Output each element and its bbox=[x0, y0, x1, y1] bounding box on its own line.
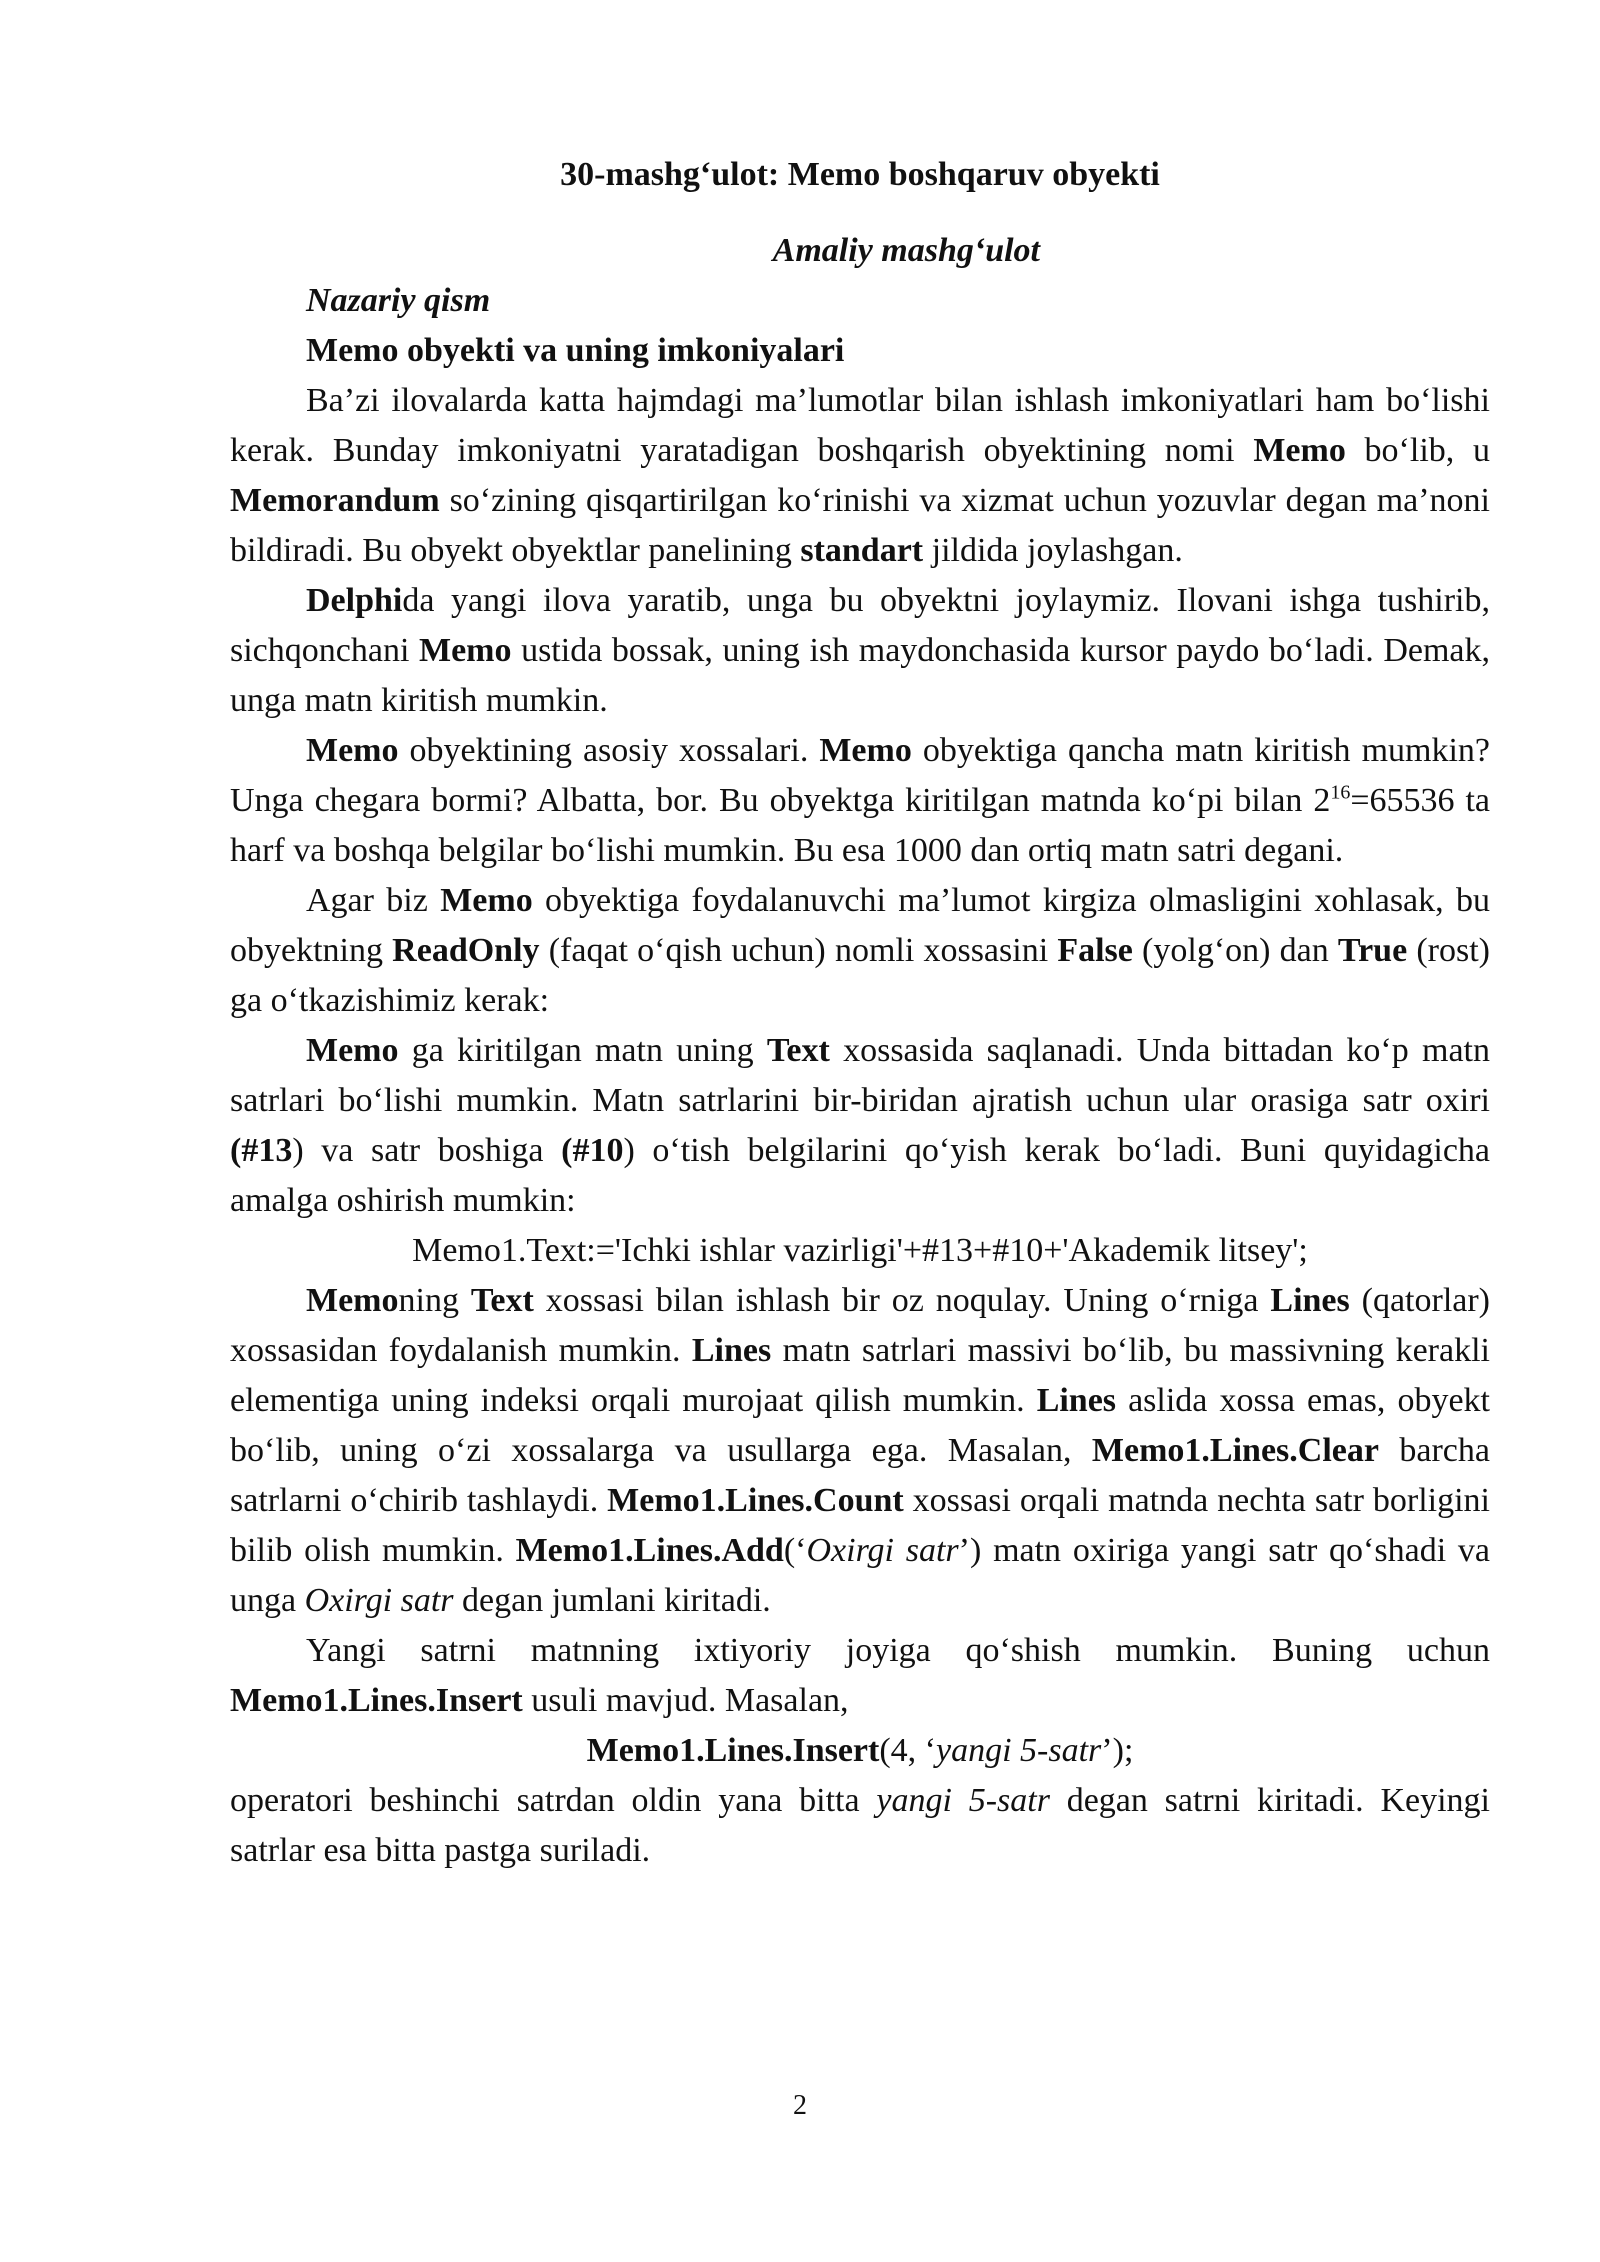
paragraph-3: Memo obyektining asosiy xossalari. Memo obyektiga qancha matn kiritish mumkin? Unga chegara bormi? Albatta, bor. Bu obyektga kiritilgan matnda ko‘pi bilan $2^{16}=65536$ ta harf va boshqa belgilar bo‘lishi mumkin. Bu esa 1000 dan ortiq matn satri degani. bbox=[230, 732, 1490, 869]
document-page bbox=[230, 150, 1490, 1876]
paragraph-8: operatori beshinchi satrdan oldin yana bitta yangi 5-satr degan satrni kiritadi. Keyingi satrlar esa bitta pastga suriladi. bbox=[230, 1782, 1490, 1869]
code-line-text: Memo1.Text:='Ichki ishlar vazirligi'+#13+#10+'Akademik litsey'; bbox=[412, 1232, 1308, 1269]
section-theory-heading: Nazariy qism bbox=[306, 282, 491, 319]
paragraph-4: Agar biz Memo obyektiga foydalanuvchi ma’lumot kirgiza olmasligini xohlasak, bu obyektning ReadOnly (faqat o‘qish uchun) nomli xossasini False (yolg‘on) dan True (rost) ga o‘tkazishimiz kerak: bbox=[230, 882, 1490, 1019]
paragraph-1: Ba’zi ilovalarda katta hajmdagi ma’lumotlar bilan ishlash imkoniyatlari ham bo‘lishi kerak. Bunday imkoniyatni yaratadigan boshqarish obyektining nomi Memo bo‘lib, u Memorandum so‘zining qisqartirilgan ko‘rinishi va xizmat uchun yozuvlar degan ma’noni bildiradi. Bu obyekt obyektlar panelining standart jildida joylashgan. bbox=[230, 382, 1490, 569]
page-number: 2 bbox=[793, 2090, 807, 2121]
paragraph-7: Yangi satrni matnning ixtiyoriy joyiga qo‘shish mumkin. Buning uchun Memo1.Lines.Insert usuli mavjud. Masalan, bbox=[230, 1632, 1490, 1719]
paragraph-2: Delphida yangi ilova yaratib, unga bu obyektni joylaymiz. Ilovani ishga tushirib, sichqonchani Memo ustida bossak, uning ish maydonchasida kursor paydo bo‘ladi. Demak, unga matn kiritish mumkin. bbox=[230, 582, 1490, 719]
section-memo-heading: Memo obyekti va uning imkoniyalari bbox=[306, 332, 845, 369]
paragraph-5: Memo ga kiritilgan matn uning Text xossasida saqlanadi. Unda bittadan ko‘p matn satrlari bo‘lishi mumkin. Matn satrlarini bir-biridan ajratish uchun ular orasiga satr oxiri (#13) va satr boshiga (#10) o‘tish belgilarini qo‘yish kerak bo‘ladi. Buni quyidagicha amalga oshirish mumkin: bbox=[230, 1032, 1490, 1219]
page-title: 30-mashg‘ulot: Memo boshqaruv obyekti bbox=[560, 156, 1160, 193]
page-subtitle: Amaliy mashg‘ulot bbox=[772, 232, 1040, 269]
paragraph-6: Memoning Text xossasi bilan ishlash bir oz noqulay. Uning o‘rniga Lines (qatorlar) xossasidan foydalanish mumkin. Lines matn satrlari massivi bo‘lib, bu massivning kerakli elementiga uning indeksi orqali murojaat qilish mumkin. Lines aslida xossa emas, obyekt bo‘lib, uning o‘zi xossalarga va usullarga ega. Masalan, Memo1.Lines.Clear barcha satrlarni o‘chirib tashlaydi. Memo1.Lines.Count xossasi orqali matnda nechta satr borligini bilib olish mumkin. Memo1.Lines.Add(‘Oxirgi satr’) matn oxiriga yangi satr qo‘shadi va unga Oxirgi satr degan jumlani kiritadi. bbox=[230, 1282, 1491, 1619]
code-line-insert: Memo1.Lines.Insert(4, ‘yangi 5-satr’); bbox=[586, 1732, 1134, 1769]
